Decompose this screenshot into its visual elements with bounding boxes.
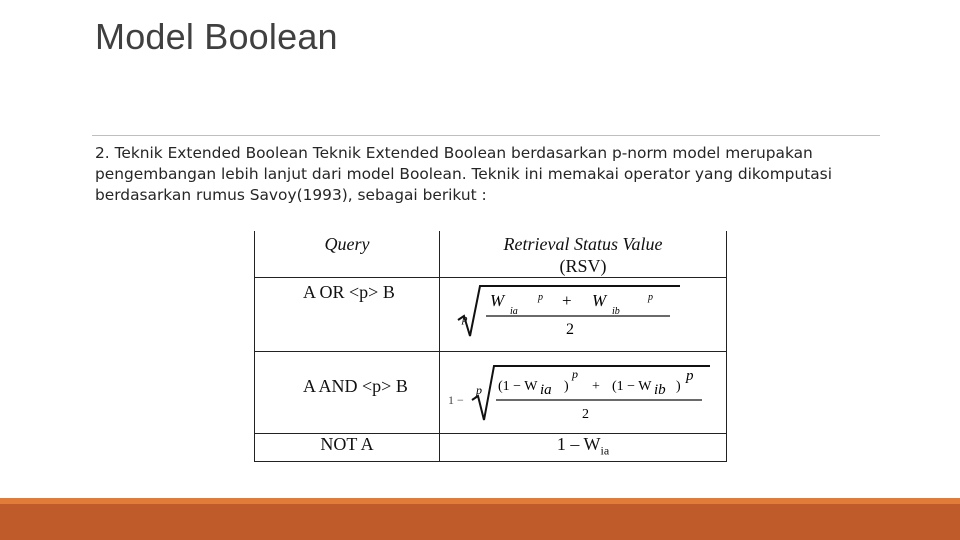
- table-header-row: [255, 231, 727, 278]
- table-row-and: [255, 352, 727, 434]
- formula-and-denominator: 2: [582, 407, 589, 422]
- header-rsv: [440, 231, 727, 278]
- formula-not-text: 1 – W: [556, 434, 601, 454]
- query-not: NOT A: [320, 434, 374, 454]
- formula-cell-or: [440, 278, 727, 352]
- slide-title: Model Boolean: [95, 16, 338, 57]
- formula-and-plus: +: [592, 379, 600, 394]
- formula-or-denominator: 2: [566, 321, 574, 338]
- header-rsv-label: Retrieval Status Value: [503, 234, 663, 254]
- header-query: [255, 231, 440, 278]
- formula-or-sup1: p: [538, 292, 543, 303]
- formula-and-term2: (1 − W: [612, 379, 652, 394]
- formula-and-sup2: p: [686, 368, 694, 384]
- formula-cell-and: [440, 352, 727, 434]
- formula-or-sup2: p: [648, 292, 653, 303]
- query-cell-and: [255, 352, 440, 434]
- formula-not-sub: ia: [600, 443, 610, 458]
- table-row-or: [255, 278, 727, 352]
- query-or: A OR <p> B: [303, 282, 395, 302]
- formula-and-term1: (1 − W: [498, 379, 538, 394]
- formula-or: [440, 278, 726, 346]
- footer-accent-bar: [0, 498, 960, 540]
- formula-and-prefix: 1 −: [448, 393, 464, 407]
- query-cell-or: [255, 278, 440, 352]
- query-cell-not: [255, 434, 440, 462]
- formula-or-sub1: ia: [510, 306, 518, 317]
- title-divider: [92, 135, 880, 136]
- formula-and-index: p: [476, 383, 482, 397]
- rsv-table: [254, 231, 727, 462]
- formula-or-index: p: [462, 313, 468, 325]
- formula-and-sub1: ia: [540, 382, 552, 398]
- formula-and: [440, 352, 726, 428]
- table-row-not: [255, 434, 727, 462]
- header-rsv-abbrev: (RSV): [559, 256, 607, 276]
- formula-and-close1: ): [564, 379, 569, 394]
- slide-paragraph: 2. Teknik Extended Boolean Teknik Extended Boolean berdasarkan p-norm model merupakan pengembangan lebih lanjut dari model Boolean. Teknik ini memakai operator yang dikomputasi berdasarkan rumus Savoy(1993), sebagai berikut :: [95, 144, 832, 204]
- header-query-label: Query: [324, 234, 370, 254]
- formula-not: [440, 434, 726, 461]
- query-and: A AND <p> B: [303, 376, 408, 396]
- formula-cell-not: [440, 434, 727, 462]
- formula-or-w1: W: [490, 291, 505, 310]
- formula-and-sup1: p: [572, 367, 578, 381]
- formula-or-sub2: ib: [612, 306, 620, 317]
- formula-or-w2: W: [592, 291, 607, 310]
- footer-accent-stripe: [0, 498, 960, 504]
- formula-and-close2: ): [676, 379, 681, 394]
- formula-and-sub2: ib: [654, 382, 666, 398]
- formula-or-plus: +: [562, 291, 572, 310]
